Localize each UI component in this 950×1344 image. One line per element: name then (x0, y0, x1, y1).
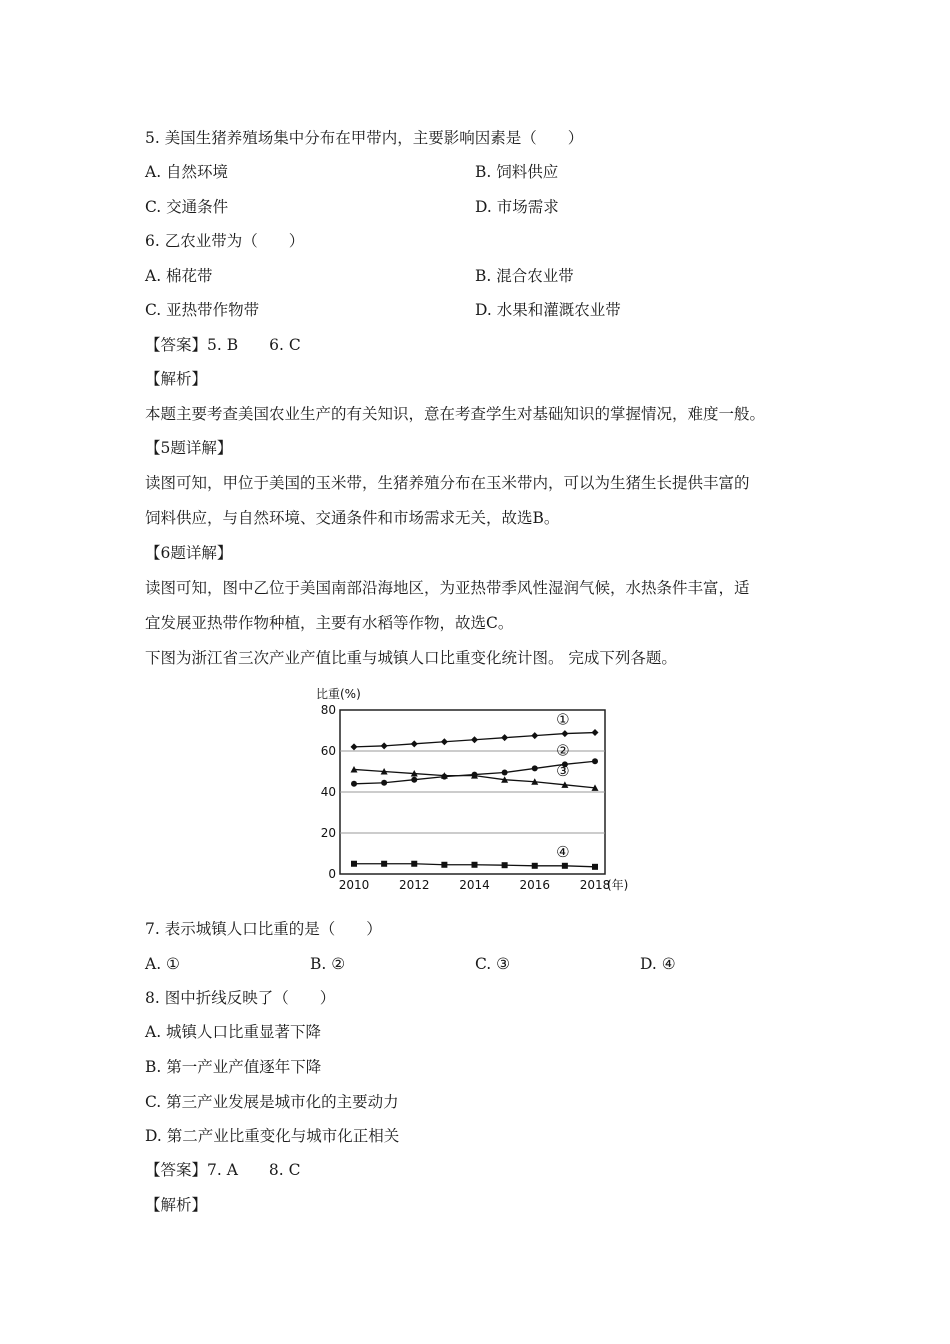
data-point-series-2 (502, 770, 508, 776)
x-tick-label: 2012 (398, 878, 430, 892)
data-point-series-4 (562, 863, 568, 869)
question-7-option-b: B. ② (310, 955, 346, 973)
data-point-series-4 (532, 863, 538, 869)
data-point-series-1 (471, 736, 478, 743)
y-tick-label: 20 (320, 826, 336, 840)
data-point-series-1 (592, 729, 599, 736)
x-tick-label: 2010 (338, 878, 370, 892)
answer-7-8: 【答案】7. A 8. C (145, 1161, 301, 1179)
x-tick-label: 2016 (519, 878, 551, 892)
data-point-series-1 (501, 734, 508, 741)
data-point-series-4 (472, 862, 478, 868)
data-point-series-4 (441, 862, 447, 868)
question-8-option-c: C. 第三产业发展是城市化的主要动力 (145, 1093, 399, 1111)
data-point-series-1 (411, 740, 418, 747)
data-point-series-1 (561, 730, 568, 737)
series-label-2: ② (556, 741, 570, 760)
question-7-option-a: A. ① (145, 955, 180, 973)
question-6-option-b: B. 混合农业带 (475, 267, 574, 285)
data-point-series-2 (351, 781, 357, 787)
line-chart (300, 684, 645, 896)
detail-6-line-1: 读图可知，图中乙位于美国南部沿海地区，为亚热带季风性湿润气候，水热条件丰富，适 (145, 579, 750, 597)
detail-6-line-2: 宜发展亚热带作物种植，主要有水稻等作物，故选C。 (145, 614, 514, 632)
x-tick-label: 2014 (459, 878, 490, 892)
data-point-series-2 (592, 758, 598, 764)
question-5-stem: 5. 美国生猪养殖场集中分布在甲带内，主要影响因素是（ ） (145, 129, 584, 147)
y-tick-label: 40 (320, 785, 336, 799)
data-point-series-2 (411, 777, 417, 783)
question-6-option-a: A. 棉花带 (145, 267, 213, 285)
question-7-option-c: C. ③ (475, 955, 511, 973)
question-7-option-d: D. ④ (640, 955, 676, 973)
y-axis-label: 比重(%) (316, 687, 361, 701)
question-6-option-d: D. 水果和灌溉农业带 (475, 301, 621, 319)
x-tick-label: 2018 (579, 878, 611, 892)
answer-5-6: 【答案】5. B 6. C (145, 336, 301, 354)
analysis-label: 【解析】 (145, 370, 208, 388)
data-point-series-1 (381, 742, 388, 749)
x-axis-label: (年) (607, 878, 629, 892)
detail-6-label: 【6题详解】 (145, 544, 233, 562)
question-8-stem: 8. 图中折线反映了（ ） (145, 989, 336, 1007)
data-point-series-2 (532, 765, 538, 771)
question-8-option-a: A. 城镇人口比重显著下降 (145, 1023, 322, 1041)
detail-5-line-2: 饲料供应，与自然环境、交通条件和市场需求无关，故选B。 (145, 509, 560, 527)
series-label-4: ④ (556, 842, 570, 861)
question-8-option-b: B. 第一产业产值逐年下降 (145, 1058, 322, 1076)
data-point-series-1 (441, 738, 448, 745)
question-5-option-b: B. 饲料供应 (475, 163, 559, 181)
question-8-option-d: D. 第二产业比重变化与城市化正相关 (145, 1127, 400, 1145)
data-point-series-4 (502, 862, 508, 868)
detail-5-line-1: 读图可知，甲位于美国的玉米带，生猪养殖分布在玉米带内，可以为生猪生长提供丰富的 (145, 474, 750, 492)
question-5-option-c: C. 交通条件 (145, 198, 229, 216)
question-5-option-d: D. 市场需求 (475, 198, 559, 216)
question-7-stem: 7. 表示城镇人口比重的是（ ） (145, 920, 382, 938)
series-label-3: ③ (556, 761, 570, 780)
data-point-series-4 (381, 861, 387, 867)
question-6-stem: 6. 乙农业带为（ ） (145, 232, 305, 250)
y-tick-label: 0 (328, 867, 336, 881)
question-6-option-c: C. 亚热带作物带 (145, 301, 260, 319)
analysis-text: 本题主要考查美国农业生产的有关知识，意在考查学生对基础知识的掌握情况，难度一般。 (145, 405, 766, 423)
data-point-series-4 (411, 861, 417, 867)
chart-intro: 下图为浙江省三次产业产值比重与城镇人口比重变化统计图。 完成下列各题。 (145, 649, 677, 667)
data-point-series-1 (531, 732, 538, 739)
y-tick-label: 80 (320, 703, 336, 717)
data-point-series-4 (592, 864, 598, 870)
data-point-series-4 (351, 861, 357, 867)
data-point-series-2 (381, 780, 387, 786)
y-tick-label: 60 (320, 744, 336, 758)
question-5-option-a: A. 自然环境 (145, 163, 229, 181)
series-label-1: ① (556, 710, 570, 729)
analysis-label-2: 【解析】 (145, 1196, 208, 1214)
detail-5-label: 【5题详解】 (145, 439, 233, 457)
data-point-series-1 (351, 743, 358, 750)
